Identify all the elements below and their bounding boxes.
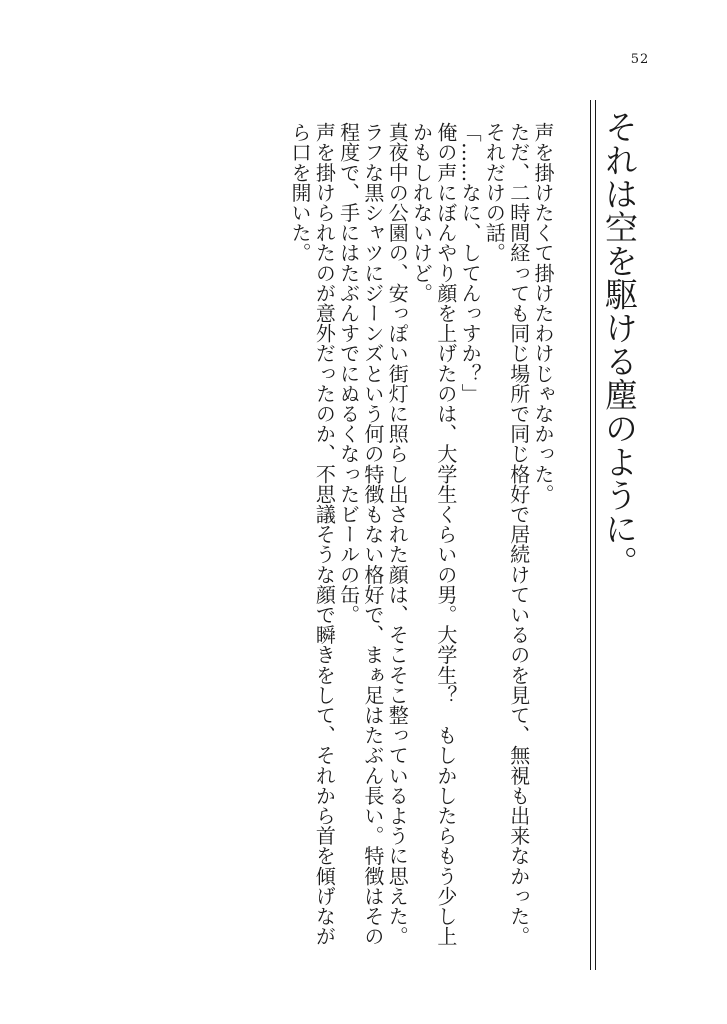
chapter-title: それは空を駆ける塵のように。 (600, 110, 639, 579)
page-number: 52 (630, 52, 650, 67)
text-line: 真夜中の公園の、安っぽい街灯に照らし出された顔は、そこそこ整っているように思えた。 (385, 122, 410, 947)
text-line: 俺の声にぼんやり顔を上げたのは、大学生くらいの男。大学生？ もしかしたらもう少し上 (433, 122, 458, 947)
text-line: 「……なに、してんっすか？」 (458, 122, 483, 404)
body-text (100, 122, 555, 982)
text-line: ら口を開いた。 (288, 122, 313, 263)
text-line: ただ、二時間経っても同じ場所で同じ格好で居続けているのを見て、無視も出来なかった。 (506, 122, 531, 947)
text-line: ラフな黒シャツにジーンズという何の特徴もない格好で、まぁ足はたぶん長い。特徴はその (360, 122, 385, 947)
text-line: かもしれないけど。 (409, 122, 434, 303)
title-rule-outer (590, 100, 591, 970)
text-line: 程度で、手にはたぶんすでにぬるくなったビールの缶。 (336, 122, 361, 625)
text-line: それだけの話。 (482, 122, 507, 263)
text-line: 声を掛けたくて掛けたわけじゃなかった。 (531, 122, 555, 504)
text-line: 声を掛けられたのが意外だったのか、不思議そうな顔で瞬きをして、それから首を傾げなが (312, 122, 337, 947)
